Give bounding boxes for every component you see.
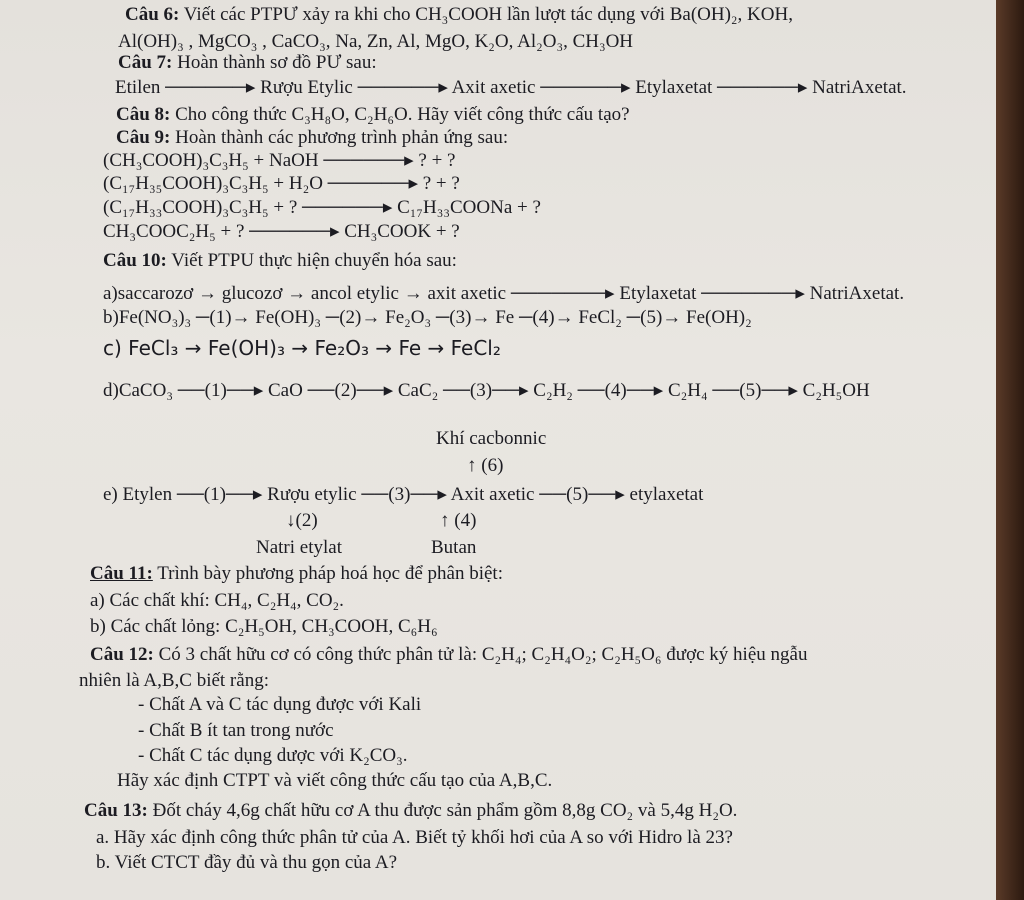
- question-number: Câu 6:: [125, 4, 180, 25]
- text-line: CH₃COOC₂H₅ + ? ──────▸ CH₃COOK + ?: [103, 221, 460, 242]
- text-line: [116, 127, 508, 149]
- text-line: ↑ (4): [440, 510, 477, 531]
- question-text: Có 3 chất hữu cơ có công thức phân tử là: C₂H₄; C₂H₄O₂; C₂H₅O₆ được ký hiệu ngẫu: [153, 644, 808, 665]
- text-line: Natri etylat: [256, 537, 342, 558]
- text-line: - Chất A và C tác dụng được với Kali: [138, 694, 422, 715]
- question-text: Hoàn thành sơ đồ PƯ sau:: [172, 52, 377, 73]
- text-line: ↑ (6): [467, 455, 504, 476]
- question-number: Câu 11:: [90, 563, 153, 584]
- text-line: a)saccarozơ → glucozơ → ancol etylic → axit axetic ───────▸ Etylaxetat ───────▸ NatriAxetat.: [103, 283, 905, 304]
- text-line: [116, 104, 630, 126]
- text-line: Hãy xác định CTPT và viết công thức cấu tạo của A,B,C.: [117, 770, 553, 791]
- question-number: Câu 13:: [84, 800, 148, 821]
- text-line: [125, 4, 793, 26]
- text-line: [84, 800, 737, 822]
- question-text: Viết các PTPƯ xảy ra khi cho CH₃COOH lần lượt tác dụng với Ba(OH)₂, KOH,: [179, 4, 793, 25]
- text-line: Butan: [431, 537, 477, 558]
- text-line: Khí cacbonnic: [436, 428, 547, 449]
- question-number: Câu 9:: [116, 127, 171, 148]
- text-line: b)Fe(NO₃)₃ ─(1)→ Fe(OH)₃ ─(2)→ Fe₂O₃ ─(3)→ Fe ─(4)→ FeCl₂ ─(5)→ Fe(OH)₂: [103, 307, 752, 328]
- text-line: - Chất B ít tan trong nước: [138, 720, 334, 741]
- text-line: nhiên là A,B,C biết rằng:: [79, 670, 269, 691]
- question-text: Trình bày phương pháp hoá học để phân biệt:: [152, 563, 503, 584]
- text-line: b) Các chất lỏng: C₂H₅OH, CH₃COOH, C₆H₆: [90, 616, 438, 637]
- question-text: Viết PTPU thực hiện chuyển hóa sau:: [166, 250, 457, 271]
- text-line: e) Etylen ──(1)──▸ Rượu etylic ──(3)──▸ Axit axetic ──(5)──▸ etylaxetat: [103, 484, 704, 505]
- question-text: Hoàn thành các phương trình phản ứng sau:: [170, 127, 509, 148]
- text-line: [103, 250, 457, 272]
- question-number: Câu 10:: [103, 250, 167, 271]
- text-line: Etilen ──────▸ Rượu Etylic ──────▸ Axit axetic ──────▸ Etylaxetat ──────▸ NatriAxetat.: [115, 77, 907, 98]
- question-text: Cho công thức C₃H₈O, C₂H₆O. Hãy viết công thức cấu tạo?: [170, 104, 630, 125]
- text-line: [118, 52, 377, 74]
- text-line: ↓(2): [286, 510, 318, 531]
- text-line: a) Các chất khí: CH₄, C₂H₄, CO₂.: [90, 590, 344, 611]
- question-number: Câu 7:: [118, 52, 173, 73]
- text-line: a. Hãy xác định công thức phân tử của A. Biết tỷ khối hơi của A so với Hidro là 23?: [96, 827, 733, 848]
- text-line: - Chất C tác dụng dược với K₂CO₃.: [138, 745, 408, 766]
- page-edge-shadow: [996, 0, 1024, 900]
- question-number: Câu 8:: [116, 104, 171, 125]
- question-text: Đốt cháy 4,6g chất hữu cơ A thu được sản phẩm gồm 8,8g CO₂ và 5,4g H₂O.: [147, 800, 738, 821]
- text-line: (C₁₇H₃₃COOH)₃C₃H₅ + ? ──────▸ C₁₇H₃₃COONa + ?: [103, 197, 541, 218]
- text-line: b. Viết CTCT đầy đủ và thu gọn của A?: [96, 852, 398, 873]
- text-line: (CH₃COOH)₃C₃H₅ + NaOH ──────▸ ? + ?: [103, 150, 456, 171]
- question-number: Câu 12:: [90, 644, 154, 665]
- text-line: [90, 563, 503, 585]
- text-line: (C₁₇H₃₅COOH)₃C₃H₅ + H₂O ──────▸ ? + ?: [103, 173, 460, 194]
- text-line: c) FeCl₃ → Fe(OH)₃ → Fe₂O₃ → Fe → FeCl₂: [103, 336, 501, 360]
- text-line: d)CaCO₃ ──(1)──▸ CaO ──(2)──▸ CaC₂ ──(3)──▸ C₂H₂ ──(4)──▸ C₂H₄ ──(5)──▸ C₂H₅OH: [103, 380, 870, 401]
- text-line: Al(OH)₃ , MgCO₃ , CaCO₃, Na, Zn, Al, MgO, K₂O, Al₂O₃, CH₃OH: [118, 31, 634, 52]
- text-line: [90, 644, 807, 666]
